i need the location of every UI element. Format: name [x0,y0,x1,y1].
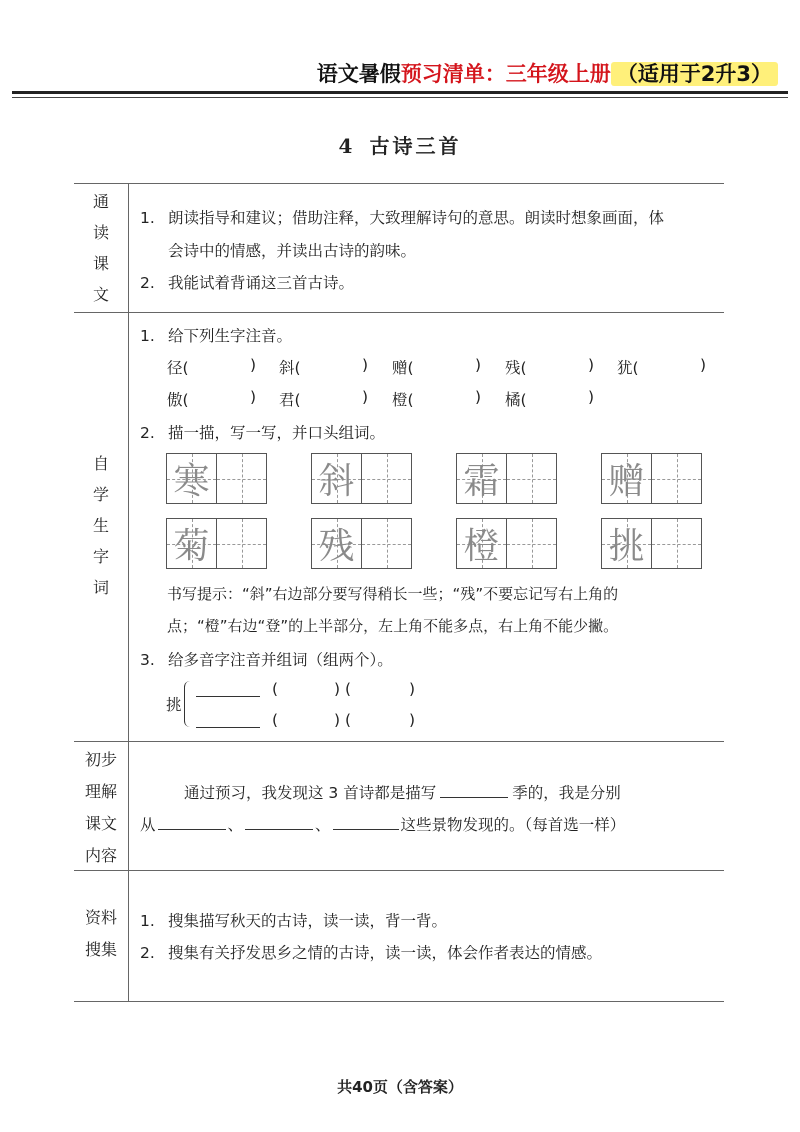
study-q1 [140,324,292,346]
trace-char: 残 [318,526,355,567]
label-char: 通 [92,192,109,211]
writing-grid [311,518,411,569]
header-part2: 预习清单：三年级上册 [400,62,611,86]
table-divider [74,741,724,742]
label-line: 理解 [84,782,117,801]
grid-cell-trace[interactable] [456,453,507,504]
label-char: 学 [92,485,109,504]
grid-cell-write[interactable] [216,518,267,569]
item-text: 朗读指导和建议；借助注释，大致理解诗句的意思。朗读时想象画面，体 [168,209,665,227]
section-label-understand [74,744,128,872]
label-line: 内容 [84,846,117,865]
page-footer: 共40页（含答案） [337,1078,463,1096]
paren-close: ) [409,711,416,729]
writing-grid [166,453,266,504]
item-number: 2. [140,274,155,292]
paren-open: ( [272,711,279,729]
polyphone-char: 挑 [166,696,182,714]
item-text: 搜集描写秋天的古诗，读一读，背一背。 [168,912,448,930]
collect-item-2 [140,941,602,963]
collect-item-1 [140,909,447,931]
pinyin-char: 傲( [167,391,189,409]
grid-cell-write[interactable] [651,518,702,569]
header-rule-thin [12,97,788,98]
writing-grid [166,518,266,569]
trace-char: 挑 [608,526,645,567]
paren-close: ) [409,680,416,698]
writing-grid [601,453,701,504]
table-column-divider [128,183,129,1001]
header-rule-thick [12,91,788,94]
pinyin-char: 赠( [392,359,414,377]
answer-blank-scene[interactable] [333,814,399,830]
item-number: 3. [140,651,155,669]
grid-cell-write[interactable] [361,453,412,504]
understand-line1 [184,781,621,803]
paren-close: ) [334,680,341,698]
pinyin-blank-close: ) [250,388,257,406]
pinyin-blank-close: ) [475,388,482,406]
item-number: 2. [140,944,155,962]
label-line: 搜集 [84,940,117,959]
writing-grid [456,453,556,504]
item-number: 1. [140,209,155,227]
grid-cell-trace[interactable] [166,453,217,504]
writing-tip-line2: 点；“橙”右边“登”的上半部分，左上角不能多点，右上角不能少撇。 [167,617,619,635]
label-char: 自 [92,454,109,473]
label-char: 文 [92,285,109,304]
section-label-collect [74,902,128,966]
read-item-2 [140,271,354,293]
grid-cell-trace[interactable] [311,518,362,569]
sentence-text: 季的，我是分别 [512,784,621,802]
grid-cell-write[interactable] [506,518,557,569]
grid-cell-write[interactable] [651,453,702,504]
sentence-text: 这些景物发现的。（每首选一样） [400,816,626,834]
label-char: 课 [92,254,109,273]
pinyin-char: 残( [505,359,527,377]
understand-line2 [140,813,625,835]
pinyin-char: 径( [167,359,189,377]
grid-cell-write[interactable] [216,453,267,504]
pinyin-char: 犹( [617,359,639,377]
grid-cell-trace[interactable] [601,453,652,504]
grid-cell-trace[interactable] [166,518,217,569]
label-line: 课文 [84,814,117,833]
brace [184,681,193,727]
lesson-name: 古诗三首 [369,134,462,158]
study-q2 [140,421,385,443]
pinyin-blank-close: ) [362,388,369,406]
item-text: 描一描，写一写，并口头组词。 [168,424,386,442]
read-item-1-cont: 会诗中的情感，并读出古诗的韵味。 [168,242,417,260]
writing-tip-line1: 书写提示：“斜”右边部分要写得稍长一些；“残”不要忘记写右上角的 [167,585,619,603]
item-number: 1. [140,912,155,930]
writing-grid [311,453,411,504]
writing-grid [601,518,701,569]
label-char: 生 [92,516,109,535]
sentence-text: 通过预习，我发现这 3 首诗都是描写 [184,784,437,802]
grid-cell-write[interactable] [506,453,557,504]
item-text: 我能试着背诵这三首古诗。 [168,274,355,292]
pinyin-blank[interactable] [196,711,260,728]
paren-open: ( [272,680,279,698]
grid-cell-trace[interactable] [311,453,362,504]
pinyin-blank-close: ) [588,388,595,406]
pinyin-blank-close: ) [700,356,707,374]
item-number: 2. [140,424,155,442]
pinyin-blank-close: ) [588,356,595,374]
label-char: 词 [92,578,109,597]
pinyin-blank-close: ) [362,356,369,374]
item-text: 搜集有关抒发思乡之情的古诗，读一读，体会作者表达的情感。 [168,944,603,962]
item-text: 给多音字注音并组词（组两个）。 [168,651,393,669]
label-char: 字 [92,547,109,566]
trace-char: 橙 [463,526,500,567]
trace-char: 赠 [608,461,645,502]
grid-cell-trace[interactable] [601,518,652,569]
trace-char: 霜 [463,461,500,502]
label-line: 资料 [84,908,117,927]
pinyin-char: 橙( [392,391,414,409]
table-border-top [74,183,724,184]
paren-open: ( [345,711,352,729]
document-header [317,58,778,88]
header-part3: （适用于2升3） [611,62,778,86]
answer-blank-scene[interactable] [158,814,226,830]
section-label-read [74,186,128,310]
table-divider [74,312,724,313]
item-number: 1. [140,327,155,345]
answer-blank-scene[interactable] [245,814,313,830]
table-border-bottom [74,1001,724,1002]
writing-grid [456,518,556,569]
answer-blank-season[interactable] [440,782,508,798]
pinyin-blank[interactable] [196,680,260,697]
pinyin-blank-close: ) [250,356,257,374]
lesson-number: 4 [338,134,356,158]
label-line: 初步 [84,750,117,769]
paren-close: ) [334,711,341,729]
sentence-text: 从 [140,816,156,834]
table-divider [74,870,724,871]
grid-cell-trace[interactable] [456,518,507,569]
item-text: 给下列生字注音。 [168,327,293,345]
grid-cell-write[interactable] [361,518,412,569]
study-q3 [140,648,393,670]
section-label-study [74,448,128,603]
separator: 、 [227,816,244,834]
read-item-1 [140,206,664,228]
pinyin-blank-close: ) [475,356,482,374]
paren-open: ( [345,680,352,698]
separator: 、 [315,816,331,834]
pinyin-char: 橘( [505,391,527,409]
pinyin-char: 斜( [279,359,301,377]
trace-char: 斜 [318,461,355,502]
header-part1: 语文暑假 [316,62,401,86]
trace-char: 寒 [173,461,210,502]
lesson-title [0,130,800,159]
pinyin-char: 君( [279,391,301,409]
label-char: 读 [92,223,109,242]
trace-char: 菊 [173,526,210,567]
